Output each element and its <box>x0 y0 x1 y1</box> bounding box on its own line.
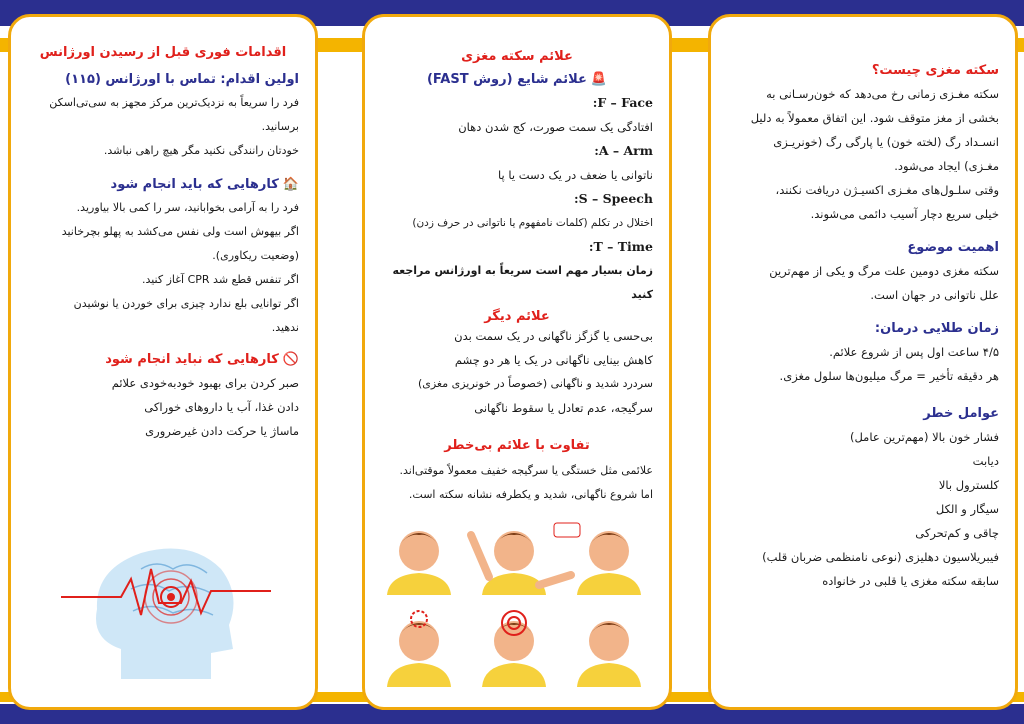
risk-item: سابقه سکته مغزی یا قلبی در خانواده <box>822 574 999 588</box>
what-text <box>727 82 999 226</box>
what-line: وقتی سلـول‌های مغـزی اکسیـژن دریافت نکنند، <box>775 183 999 197</box>
person-figure <box>387 531 451 595</box>
fast-desc-face: افتادگی یک سمت صورت، کج شدن دهان <box>458 120 653 134</box>
panel-symptoms <box>362 14 672 710</box>
golden-time-text <box>727 340 999 388</box>
person-figure <box>471 531 571 595</box>
dont-title: کارهایی که نباید انجام شود <box>105 352 279 367</box>
first-aid-title: اقدامات فوری قبل از رسیدن اورژانس <box>39 45 287 60</box>
do-title: کارهایی که باید انجام شود <box>110 177 279 192</box>
fast-title: علائم شایع (روش FAST) <box>426 72 587 87</box>
fast-key-speech: S – Speech: <box>574 191 653 206</box>
importance-line: علل ناتوانی در جهان است. <box>870 288 999 302</box>
what-line: سکته مغـزی زمانی رخ می‌دهد که خون‌رسـانی به <box>766 87 999 101</box>
importance-text <box>727 259 999 307</box>
fast-key-time: T – Time: <box>588 239 653 254</box>
difference-text <box>381 459 653 507</box>
person-figure <box>554 523 641 595</box>
panel-first-aid <box>8 14 318 710</box>
other-symptom: بی‌حسی یا گزگز ناگهانی در یک سمت بدن <box>454 329 653 343</box>
other-symptom: کاهش بینایی ناگهانی در یک یا هر دو چشم <box>454 353 653 367</box>
person-figure <box>482 611 546 687</box>
do-item: اگر بیهوش است ولی نفس می‌کشد به پهلو بچرخانید <box>61 225 299 238</box>
prohibited-icon: 🚫 <box>282 352 299 367</box>
house-icon: 🏠 <box>282 177 299 192</box>
do-item: فرد را به آرامی بخوابانید، سر را کمی بالا بیاورید. <box>76 201 299 214</box>
panel-what-is-stroke <box>708 14 1018 710</box>
importance-line: سکته مغزی دومین علت مرگ و یکی از مهم‌ترین <box>769 264 999 278</box>
golden-line: ۴/۵ ساعت اول پس از شروع علائم. <box>829 345 999 359</box>
risk-item: فیبریلاسیون دهلیزی (نوعی نامنظمی ضربان قلب) <box>762 550 999 564</box>
risk-factors-list <box>727 425 999 593</box>
what-line: خیلی سریع دچار آسیب دائمی می‌شوند. <box>810 207 999 221</box>
what-title: سکته مغزی چیست؟ <box>871 63 999 78</box>
symptoms-title: علائم سکته مغزی <box>461 49 573 64</box>
what-line: بخشی از مغز متوقف شود. این اتفاق معمولاً به دلیل <box>750 111 999 125</box>
dont-item: ماساژ یا حرکت دادن غیرضروری <box>145 424 299 438</box>
do-list <box>27 196 299 340</box>
difference-line: اما شروع ناگهانی، شدید و یکطرفه نشانه سکته است. <box>408 488 653 501</box>
importance-title: اهمیت موضوع <box>907 240 999 255</box>
person-figure <box>387 611 451 687</box>
fast-illustration <box>379 515 649 695</box>
siren-icon: 🚨 <box>590 72 608 87</box>
brain-pulse-illustration <box>61 529 271 689</box>
do-item: (وضعیت ریکاوری). <box>212 249 299 262</box>
risk-item: کلسترول بالا <box>938 478 999 492</box>
dont-title-row <box>27 352 299 367</box>
risk-factors-title: عوامل خطر <box>923 406 999 421</box>
what-line: مغـزی) ایجاد می‌شود. <box>894 159 999 173</box>
first-action-text <box>27 91 299 163</box>
fast-desc-speech: اختلال در تکلم (کلمات نامفهوم یا ناتوانی در حرف زدن) <box>412 217 653 229</box>
first-action-line: برسانید. <box>261 120 299 133</box>
dont-item: صبر کردن برای بهبود خودبه‌خودی علائم <box>111 376 299 390</box>
do-item: ندهید. <box>271 321 299 334</box>
person-figure <box>577 621 641 687</box>
other-symptom: سرگیجه، عدم تعادل یا سقوط ناگهانی <box>474 401 653 415</box>
risk-item: چاقی و کم‌تحرکی <box>915 526 999 540</box>
fast-title-row <box>381 72 653 87</box>
do-item: اگر توانایی بلع ندارد چیزی برای خوردن یا نوشیدن <box>73 297 299 310</box>
other-symptoms-list <box>381 324 653 420</box>
risk-item: سیگار و الکل <box>935 502 999 516</box>
golden-line: هر دقیقه تأخیر = مرگ میلیون‌ها سلول مغزی. <box>779 369 999 383</box>
what-line: انسـداد رگ (لخته خون) یا پارگی رگ (خونریـزی <box>773 135 999 149</box>
fast-desc-arm: ناتوانی یا ضعف در یک دست یا پا <box>498 168 653 182</box>
first-action-title: اولین اقدام: تماس با اورژانس (۱۱۵) <box>65 72 299 87</box>
risk-item: دیابت <box>972 454 999 468</box>
difference-title: تفاوت با علائم بی‌خطر <box>444 438 590 453</box>
first-action-line: فرد را سریعاً به نزدیک‌ترین مرکز مجهز به سی‌تی‌اسکن <box>49 96 299 109</box>
fast-desc-time: زمان بسیار مهم است سریعاً به اورژانس مراجعه کنید <box>392 264 653 301</box>
fast-key-face: F – Face: <box>592 95 653 110</box>
do-title-row <box>27 177 299 192</box>
risk-item: فشار خون بالا (مهم‌ترین عامل) <box>849 430 999 444</box>
do-item: اگر تنفس قطع شد CPR آغاز کنید. <box>141 273 299 286</box>
dont-item: دادن غذا، آب یا داروهای خوراکی <box>144 400 299 414</box>
other-symptoms-title: علائم دیگر <box>484 309 550 324</box>
other-symptom: سردرد شدید و ناگهانی (خصوصاً در خونریزی مغزی) <box>417 377 653 390</box>
difference-line: علائمی مثل خستگی یا سرگیجه خفیف معمولاً موقتی‌اند. <box>399 464 653 477</box>
fast-key-arm: A – Arm: <box>594 143 653 158</box>
dont-list <box>27 371 299 443</box>
golden-time-title: زمان طلایی درمان: <box>874 321 999 336</box>
first-action-line: خودتان رانندگی نکنید مگر هیچ راهی نباشد. <box>103 144 299 157</box>
